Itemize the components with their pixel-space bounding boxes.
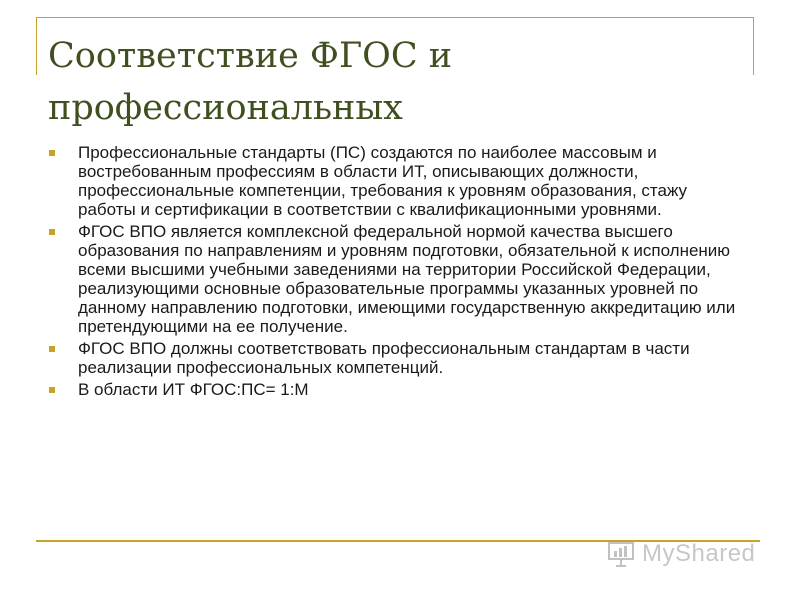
watermark — [606, 534, 755, 574]
square-bullet-icon — [49, 346, 55, 352]
watermark-text: MyShared — [642, 540, 756, 567]
bullet-text: ФГОС ВПО должны соответствовать профессиональным стандартам в части реализации профессиональных компетенций. — [78, 339, 690, 377]
bullet-item — [48, 143, 748, 219]
slide-title: Соответствие ФГОС и профессиональных — [48, 36, 453, 128]
bullet-item — [48, 380, 748, 399]
bullet-text: В области ИТ ФГОС:ПС= 1:М — [78, 380, 309, 399]
presentation-board-icon — [606, 539, 636, 569]
square-bullet-icon — [49, 150, 55, 156]
bullet-list — [48, 143, 748, 402]
frame-right-rule — [753, 17, 754, 75]
frame-top-rule — [36, 17, 754, 18]
square-bullet-icon — [49, 229, 55, 235]
bullet-item — [48, 222, 748, 336]
bullet-item — [48, 339, 748, 377]
frame-left-rule — [36, 17, 37, 75]
bullet-text: Профессиональные стандарты (ПС) создаются по наиболее массовым и востребованным профессиям в области ИТ, описывающих должности, профессиональные компетенции, требования к уровням образования, стажу работы и сертификации в соответствии с квалификационными уровнями. — [78, 143, 688, 219]
square-bullet-icon — [49, 387, 55, 393]
bullet-text: ФГОС ВПО является комплексной федеральной нормой качества высшего образования по направлениям и уровням подготовки, обязательной к исполнению всеми высшими учебными заведениями на территории Российской Федерации, реализующими основные образовательные программы указанных уровней по данному направлению подготовки, имеющими государственную аккредитацию или претендующими на ее получение. — [78, 222, 736, 336]
